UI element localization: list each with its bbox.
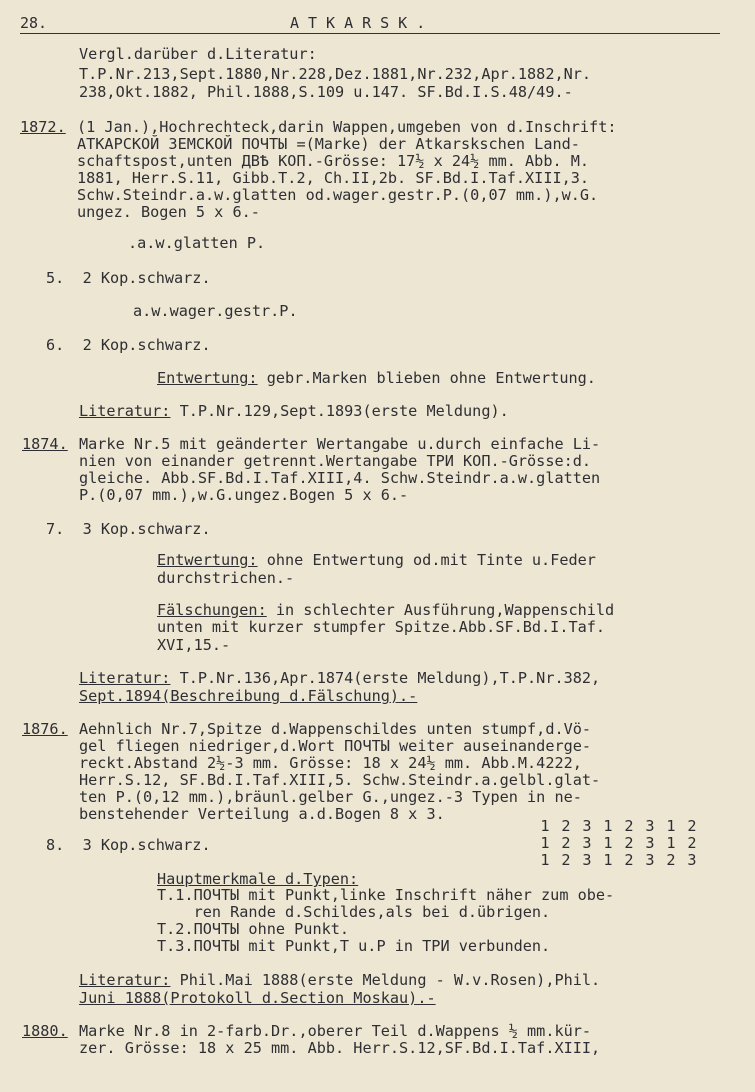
forgeries-text: in schlechter Ausführung,Wappenschild <box>266 601 615 619</box>
stamp-5: 5. 2 Kop.schwarz. <box>46 269 211 287</box>
entry-1880-line: zer. Grösse: 18 x 25 mm. Abb. Herr.S.12,SF.Bd.I.Taf.XIII, <box>79 1039 601 1057</box>
entry-1872-line: ungez. Bogen 5 x 6.- <box>77 203 260 221</box>
intro-line: Vergl.darüber d.Literatur: <box>79 45 317 63</box>
cancel-label: Entwertung: <box>157 551 258 569</box>
matrix-cell: 2 <box>624 834 634 852</box>
matrix-cell: 1 <box>603 851 613 869</box>
literature-text: T.P.Nr.136,Apr.1874(erste Meldung),T.P.Nr.382, <box>170 669 601 687</box>
matrix-cell: 2 <box>687 834 697 852</box>
matrix-row <box>540 818 697 835</box>
entry-1872-line: 1881, Herr.S.11, Gibb.T.2, Ch.II,2b. SF.Bd.I.Taf.XIII,3. <box>77 169 590 187</box>
entry-1876-line: benstehender Verteilung a.d.Bogen 8 x 3. <box>79 805 445 823</box>
matrix-cell: 2 <box>561 851 571 869</box>
feature-line: T.2.ПОЧТЫ ohne Punkt. <box>157 920 350 938</box>
literature-1872 <box>79 403 509 420</box>
paper-type: a.w.wager.gestr.P. <box>133 302 298 320</box>
paper-type: .a.w.glatten P. <box>128 234 266 252</box>
cancel-text: ohne Entwertung od.mit Tinte u.Feder <box>257 551 596 569</box>
entry-1872-line: (1 Jan.),Hochrechteck,darin Wappen,umgeben von d.Inschrift: <box>77 118 617 136</box>
stamp-7: 7. 3 Kop.schwarz. <box>46 520 211 538</box>
header-rule <box>20 33 720 34</box>
forgeries-1874 <box>157 602 614 619</box>
entry-1876-line: Herr.S.12, SF.Bd.I.Taf.XIII,5. Schw.Steindr.a.gelbl.glat- <box>79 771 601 789</box>
literature-label: Literatur: <box>79 402 171 420</box>
features-label: Hauptmerkmale d.Typen: <box>157 870 359 888</box>
year-1872: 1872. <box>20 118 66 136</box>
matrix-cell: 3 <box>645 817 655 835</box>
literature-text: Phil.Mai 1888(erste Meldung - W.v.Rosen),Phil. <box>170 971 601 989</box>
matrix-cell: 2 <box>561 834 571 852</box>
intro-line: T.P.Nr.213,Sept.1880,Nr.228,Dez.1881,Nr.232,Apr.1882,Nr. <box>79 65 592 83</box>
literature-text: Sept.1894(Beschreibung d.Fälschung).- <box>79 687 418 705</box>
matrix-cell: 2 <box>561 817 571 835</box>
matrix-cell: 3 <box>645 834 655 852</box>
year-1880: 1880. <box>22 1022 68 1040</box>
matrix-cell: 2 <box>666 851 676 869</box>
entry-1880-line: Marke Nr.8 in 2-farb.Dr.,oberer Teil d.Wappens ½ mm.kür- <box>79 1022 592 1040</box>
matrix-cell: 1 <box>666 834 676 852</box>
intro-line: 238,Okt.1882, Phil.1888,S.109 u.147. SF.Bd.I.S.48/49.- <box>79 83 573 101</box>
entry-1872-line: АТКАРСКОЙ ЗЕМСКОЙ ПОЧТЫ =(Marke) der Atkarskschen Land- <box>77 135 580 153</box>
forgeries-text: XVI,15.- <box>157 636 231 654</box>
feature-line: T.3.ПОЧТЫ mit Punkt,Т u.Р in ТРИ verbunden. <box>157 937 551 955</box>
entry-1872-line: Schw.Steindr.a.w.glatten od.wager.gestr.P.(0,07 mm.),w.G. <box>77 186 599 204</box>
forgeries-label: Fälschungen: <box>157 601 267 619</box>
stamp-6: 6. 2 Kop.schwarz. <box>46 336 211 354</box>
stamp-8: 8. 3 Kop.schwarz. <box>46 836 211 854</box>
literature-text: Juni 1888(Protokoll d.Section Moskau).- <box>79 989 436 1007</box>
matrix-cell: 1 <box>666 817 676 835</box>
matrix-row <box>540 835 697 852</box>
matrix-cell: 3 <box>582 851 592 869</box>
cancel-text: durchstrichen.- <box>157 569 295 587</box>
matrix-cell: 1 <box>603 817 613 835</box>
matrix-cell: 1 <box>540 834 550 852</box>
literature-1874 <box>79 670 600 687</box>
matrix-cell: 3 <box>582 817 592 835</box>
entry-1876-line: ten P.(0,12 mm.),bräunl.gelber G.,ungez.-3 Typen in ne- <box>79 788 582 806</box>
entry-1876-line: Aehnlich Nr.7,Spitze d.Wappenschildes unten stumpf,d.Vö- <box>79 720 592 738</box>
entry-1872-line: schaftspost,unten ДВѢ КОП.-Grösse: 17½ x 24½ mm. Abb. M. <box>77 152 590 170</box>
matrix-cell: 3 <box>582 834 592 852</box>
forgeries-text: unten mit kurzer stumpfer Spitze.Abb.SF.Bd.I.Taf. <box>157 618 606 636</box>
literature-text: T.P.Nr.129,Sept.1893(erste Meldung). <box>170 402 509 420</box>
cancel-1872 <box>157 370 596 387</box>
feature-line: T.1.ПОЧТЫ mit Punkt,linke Inschrift näher zum obe- <box>157 886 615 904</box>
year-1876: 1876. <box>22 720 68 738</box>
entry-1874-line: nien von einander getrennt.Wertangabe ТРИ КОП.-Grösse:d. <box>79 452 592 470</box>
matrix-cell: 2 <box>624 817 634 835</box>
cancel-text: gebr.Marken blieben ohne Entwertung. <box>257 369 596 387</box>
literature-1876 <box>79 972 600 989</box>
page-number: 28. <box>20 14 48 32</box>
page-header <box>20 14 720 36</box>
matrix-cell: 2 <box>624 851 634 869</box>
matrix-row <box>540 852 697 869</box>
entry-1874-line: Marke Nr.5 mit geänderter Wertangabe u.durch einfache Li- <box>79 435 601 453</box>
entry-1876-line: reckt.Abstand 2½-3 mm. Grösse: 18 x 24½ mm. Abb.M.4222, <box>79 754 582 772</box>
cancel-1874 <box>157 552 596 569</box>
feature-line: ren Rande d.Schildes,als bei d.übrigen. <box>157 903 551 921</box>
matrix-cell: 1 <box>540 817 550 835</box>
page-title: ATKARSK. <box>290 14 435 32</box>
entry-1874-line: P.(0,07 mm.),w.G.ungez.Bogen 5 x 6.- <box>79 486 409 504</box>
type-distribution-matrix <box>540 818 697 869</box>
literature-label: Literatur: <box>79 971 171 989</box>
cancel-label: Entwertung: <box>157 369 258 387</box>
entry-1876-line: gel fliegen niedriger,d.Wort ПОЧТЫ weiter auseinanderge- <box>79 737 592 755</box>
matrix-cell: 2 <box>687 817 697 835</box>
matrix-cell: 1 <box>540 851 550 869</box>
literature-label: Literatur: <box>79 669 171 687</box>
matrix-cell: 3 <box>687 851 697 869</box>
matrix-cell: 3 <box>645 851 655 869</box>
matrix-cell: 1 <box>603 834 613 852</box>
year-1874: 1874. <box>22 435 68 453</box>
entry-1874-line: gleiche. Abb.SF.Bd.I.Taf.XIII,4. Schw.Steindr.a.w.glatten <box>79 469 601 487</box>
